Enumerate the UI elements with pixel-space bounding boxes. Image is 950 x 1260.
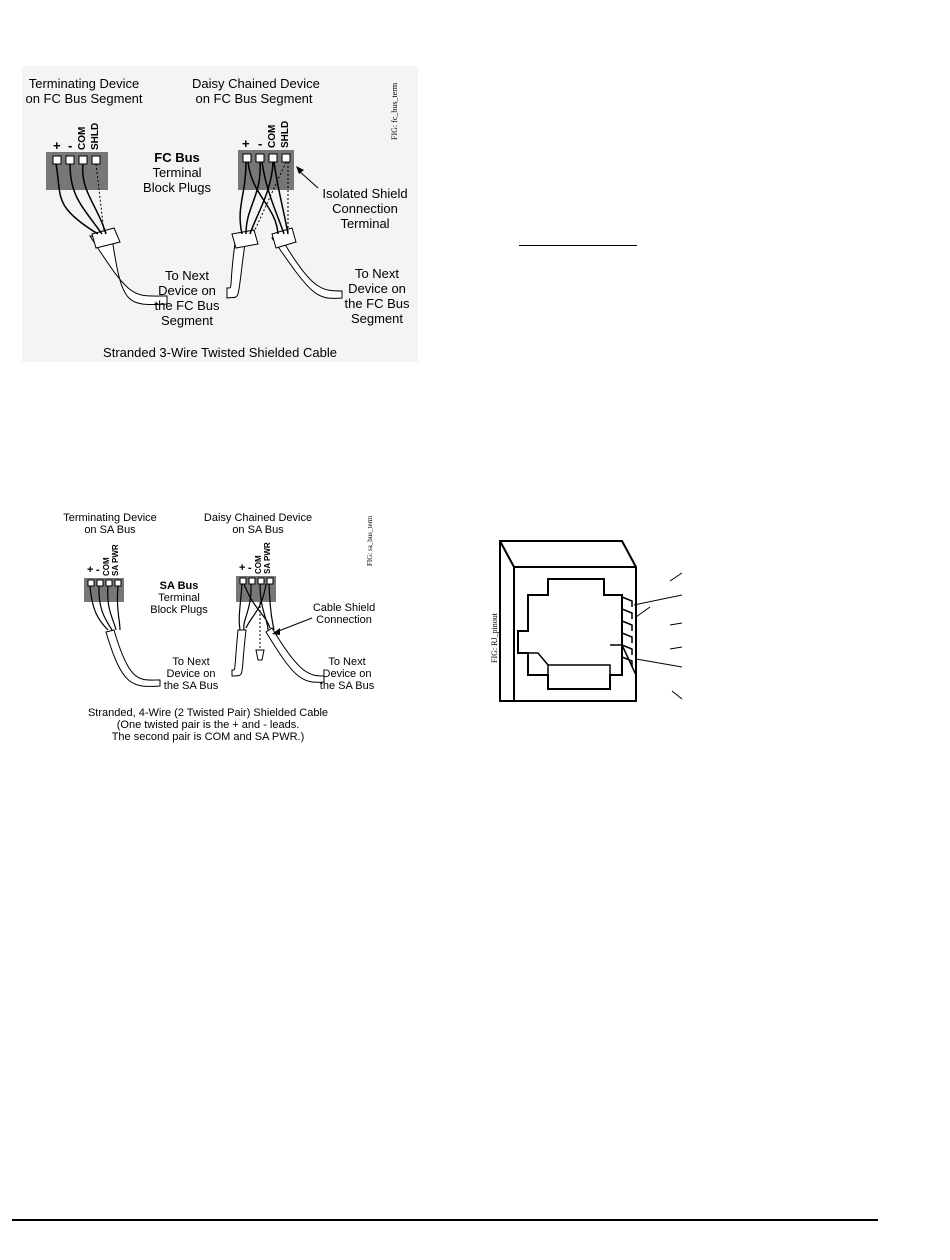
fc-daisy-pin-minus: - <box>258 136 263 151</box>
sa-daisy-pin-com: COM <box>254 555 263 574</box>
rj-jack-drawing <box>490 535 700 715</box>
fc-caption: Stranded 3-Wire Twisted Shielded Cable <box>103 345 337 360</box>
sa-daisy-pin-plus: + <box>239 562 246 574</box>
fc-fig-id: FIG: fc_bus_term <box>390 82 399 140</box>
fc-next-left-line2: Device on <box>158 283 216 298</box>
fc-shield-label-line3: Terminal <box>340 216 390 231</box>
sa-daisy-pin-sapwr: SA PWR <box>263 542 272 574</box>
fc-daisy-device-label-line2: on FC Bus Segment <box>195 91 313 106</box>
sa-next-right-line1: To Next <box>328 656 366 668</box>
fc-term-pin-com: COM <box>77 126 88 150</box>
sa-term-pin-sapwr: SA PWR <box>111 544 120 576</box>
fc-next-right-line4: Segment <box>350 311 404 326</box>
sa-next-left-line1: To Next <box>172 656 210 668</box>
sa-term-pin-plus: + <box>87 564 94 576</box>
sa-next-left-line3: the SA Bus <box>163 680 219 692</box>
fc-next-right-line3: the FC Bus <box>344 296 410 311</box>
sa-plugs-sub-line2: Block Plugs <box>150 604 208 616</box>
fc-term-pin-minus: - <box>68 138 73 153</box>
sa-fig-id: FIG: sa_bus_term <box>366 515 374 566</box>
sa-next-right-line3: the SA Bus <box>319 680 375 692</box>
fc-next-left-line1: To Next <box>164 268 210 283</box>
sa-daisy-device-label-line2: on SA Bus <box>232 524 284 536</box>
fc-next-left-line4: Segment <box>160 313 214 328</box>
fc-daisy-pin-com: COM <box>267 124 278 148</box>
fc-next-right-line2: Device on <box>348 281 406 296</box>
sa-caption-line2: (One twisted pair is the + and - leads. <box>116 719 300 731</box>
page-footer-rule <box>12 1219 878 1221</box>
sa-next-right-line2: Device on <box>322 668 372 680</box>
sa-plugs-sub-line1: Terminal <box>158 592 200 604</box>
fc-terminating-device-label-line2: on FC Bus Segment <box>25 91 143 106</box>
sa-shield-label-line1: Cable Shield <box>312 602 376 614</box>
sa-daisy-device-label-line1: Daisy Chained Device <box>203 512 313 524</box>
rj-jack-pinout-figure <box>490 535 700 715</box>
sa-caption-line1: Stranded, 4-Wire (2 Twisted Pair) Shielded Cable <box>87 707 329 719</box>
fc-next-right-line1: To Next <box>354 266 400 281</box>
fc-shield-label-line1: Isolated Shield <box>322 186 408 201</box>
sa-bus-wiring-figure <box>40 500 400 750</box>
fc-next-left-line3: the FC Bus <box>154 298 220 313</box>
sa-term-pin-minus: - <box>96 564 100 576</box>
rj-fig-id: FIG: RJ_pinout <box>490 612 499 663</box>
fc-terminating-device-label-line1: Terminating Device <box>28 76 140 91</box>
sa-plugs-title: SA Bus <box>159 580 199 592</box>
fc-daisy-device-label-line1: Daisy Chained Device <box>192 76 320 91</box>
sa-shield-label-line2: Connection <box>316 614 372 626</box>
fc-shield-label-line2: Connection <box>332 201 398 216</box>
sa-daisy-pin-minus: - <box>248 562 252 574</box>
sa-terminating-device-label-line1: Terminating Device <box>63 512 157 524</box>
fc-plugs-sub-line2: Block Plugs <box>143 180 211 195</box>
sa-next-left-line2: Device on <box>166 668 216 680</box>
sa-caption-line3: The second pair is COM and SA PWR.) <box>111 731 305 743</box>
fc-term-pin-shld: SHLD <box>90 122 101 150</box>
fc-bus-wiring-figure <box>22 66 418 362</box>
fc-daisy-pin-shld: SHLD <box>280 120 291 148</box>
fc-plugs-sub-line1: Terminal <box>152 165 202 180</box>
fc-plugs-title: FC Bus <box>154 150 200 165</box>
blank-underline <box>519 245 637 246</box>
sa-term-pin-com: COM <box>102 557 111 576</box>
sa-terminating-device-label-line2: on SA Bus <box>84 524 136 536</box>
fc-term-pin-plus: + <box>53 138 61 153</box>
fc-daisy-pin-plus: + <box>242 136 250 151</box>
